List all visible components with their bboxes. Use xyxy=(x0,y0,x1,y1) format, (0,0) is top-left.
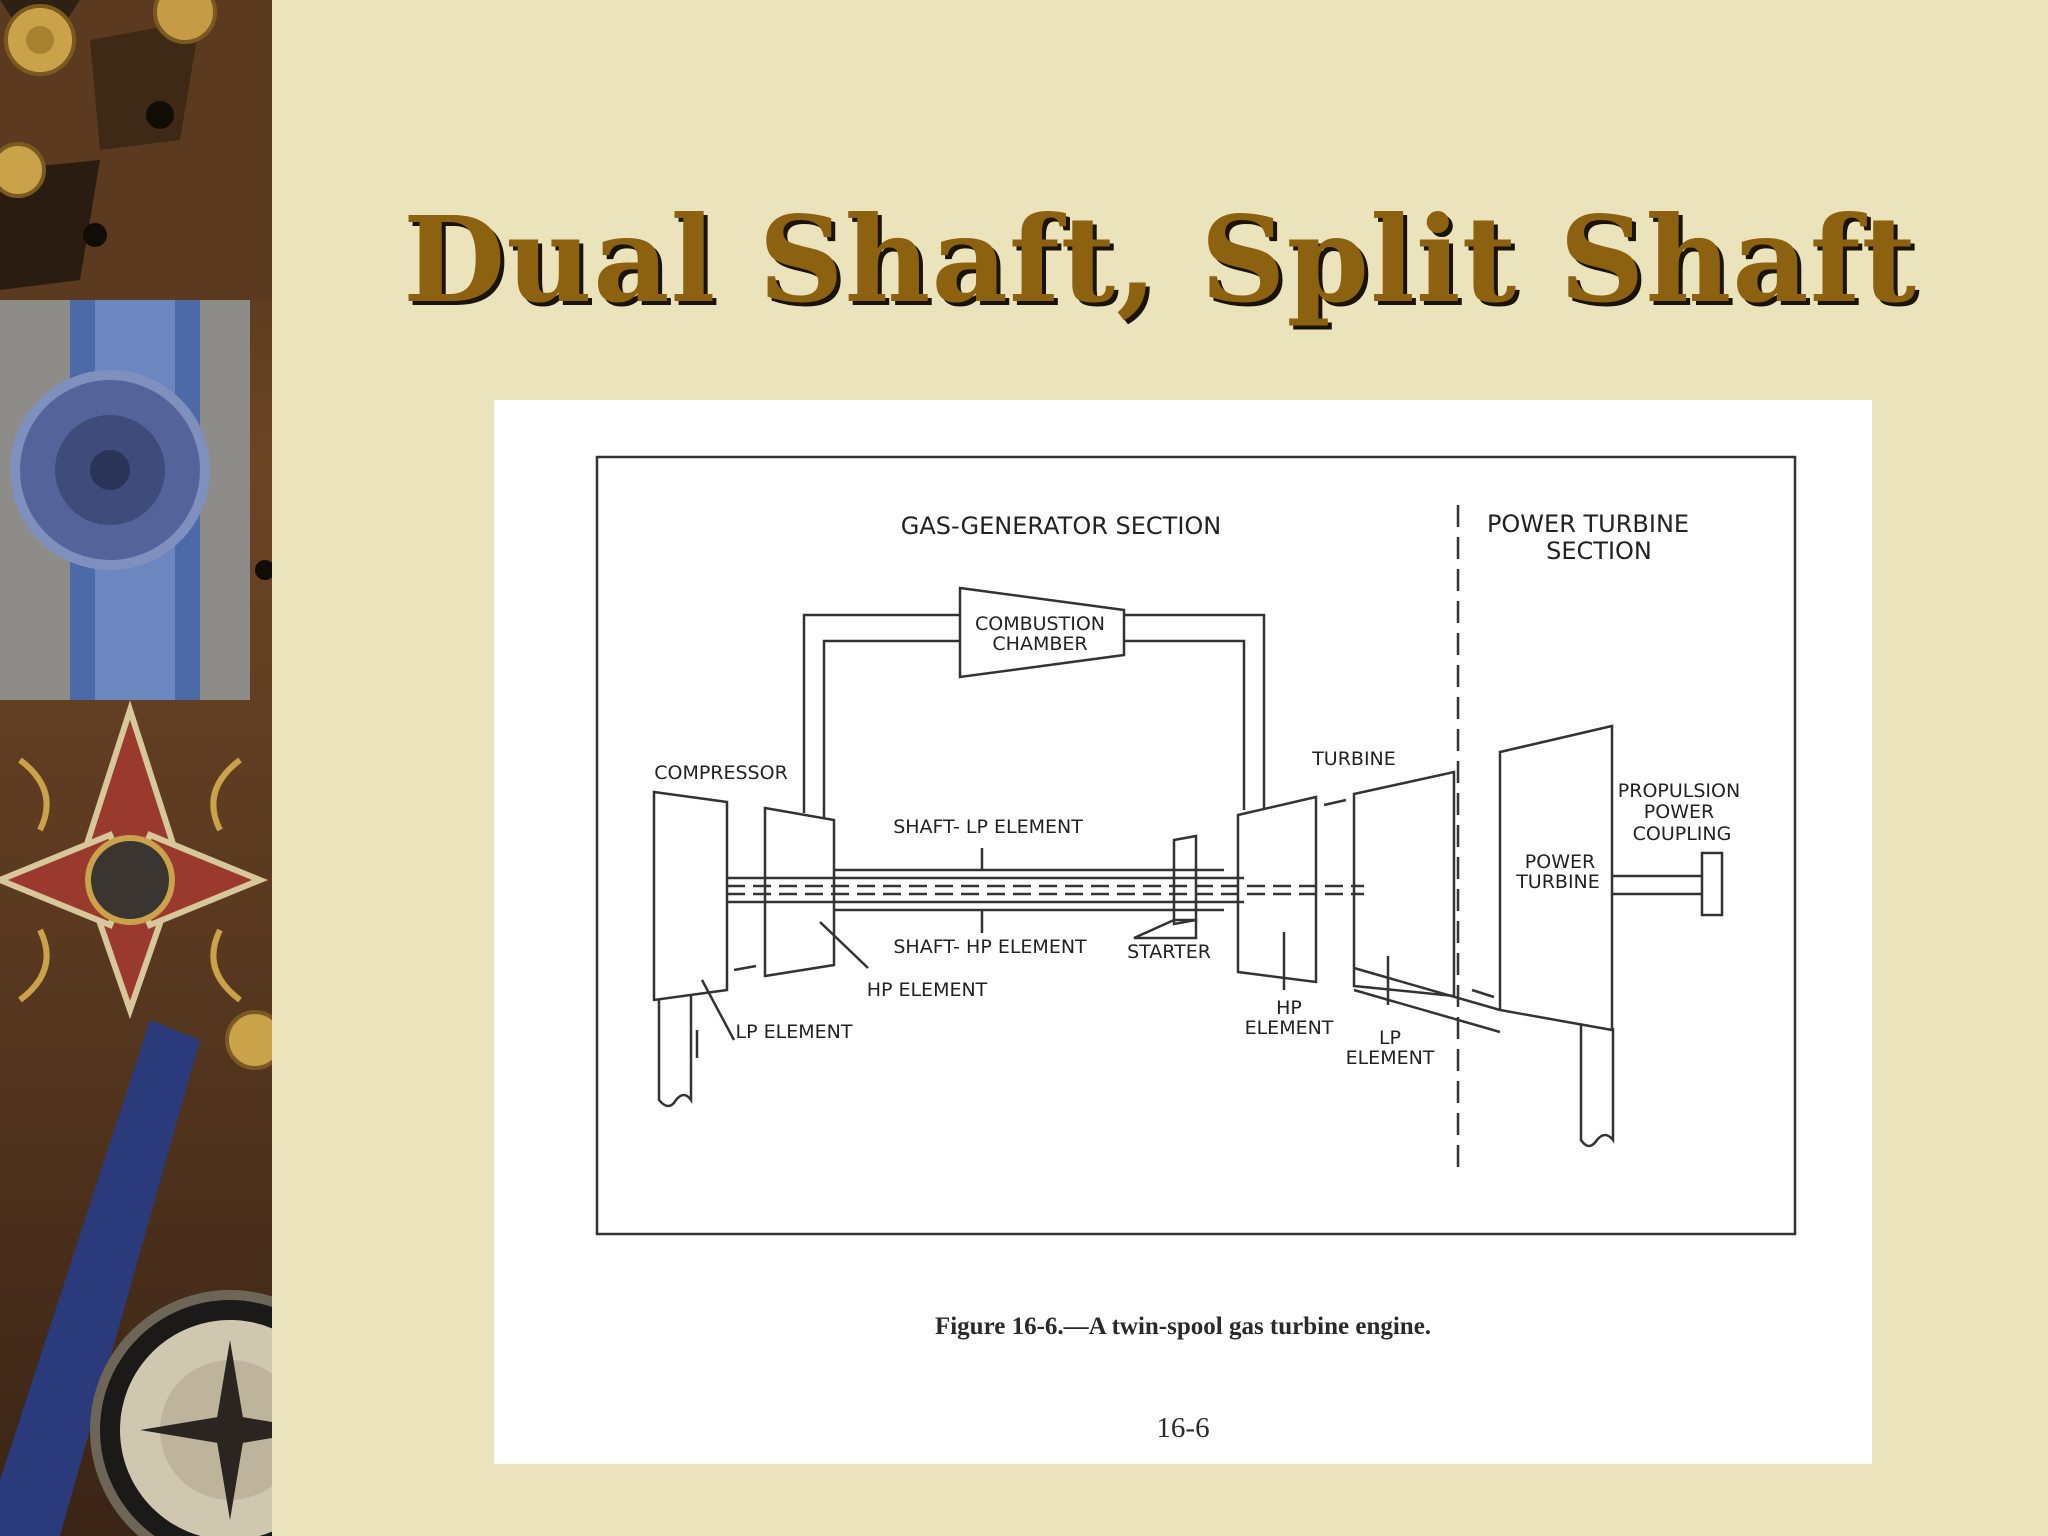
inlet-pipe xyxy=(659,996,691,1106)
figure-image xyxy=(494,400,1872,1464)
page-number: 16-6 xyxy=(1156,1412,1210,1444)
power-turbine-label: POWER xyxy=(1524,851,1596,873)
maltese-cross-icon xyxy=(0,710,260,1010)
compass-icon xyxy=(95,1295,272,1536)
turbine-lp-element xyxy=(1354,772,1454,996)
diagram-label: TURBINE xyxy=(1516,871,1600,893)
medal-icon xyxy=(0,300,250,700)
diagram-label: ELEMENT xyxy=(1244,1017,1334,1039)
gas-generator-section-label: GAS-GENERATOR SECTION xyxy=(900,512,1222,540)
shaft-hp-label: SHAFT- HP ELEMENT xyxy=(893,936,1087,958)
outlet-duct xyxy=(1124,615,1264,810)
turbine-label: TURBINE xyxy=(1312,748,1396,770)
diagram-label: ELEMENT xyxy=(1345,1047,1435,1069)
compressor-hp-element xyxy=(765,808,834,976)
combustion-chamber-label: COMBUSTION xyxy=(975,613,1105,635)
diagram-label: POWER xyxy=(1643,801,1715,823)
turbine-hp-element xyxy=(1238,797,1316,982)
sidebar-photo xyxy=(0,0,272,1536)
turbine-hp-element-label: HP xyxy=(1276,997,1302,1019)
diagram-label: COUPLING xyxy=(1632,823,1732,845)
compressor-label: COMPRESSOR xyxy=(654,762,788,784)
figure-caption: Figure 16-6.—A twin-spool gas turbine engine. xyxy=(934,1313,1432,1340)
propulsion-coupling-label: PROPULSION xyxy=(1617,780,1741,802)
starter-label: STARTER xyxy=(1127,941,1211,963)
diagram-label: SECTION xyxy=(1546,537,1652,565)
inlet-duct xyxy=(804,615,960,818)
lp-element-label: LP ELEMENT xyxy=(735,1021,853,1043)
diagram-label: CHAMBER xyxy=(992,633,1088,655)
power-turbine-section-label: POWER TURBINE xyxy=(1486,510,1690,538)
propulsion-coupling xyxy=(1702,853,1722,915)
shaft-lp-label: SHAFT- LP ELEMENT xyxy=(893,816,1083,838)
turbine-lp-element-label: LP xyxy=(1378,1027,1402,1049)
slide-title: Dual Shaft, Split Shaft xyxy=(402,190,1918,329)
hp-element-label: HP ELEMENT xyxy=(866,979,988,1001)
compressor-lp-element xyxy=(654,792,727,1000)
